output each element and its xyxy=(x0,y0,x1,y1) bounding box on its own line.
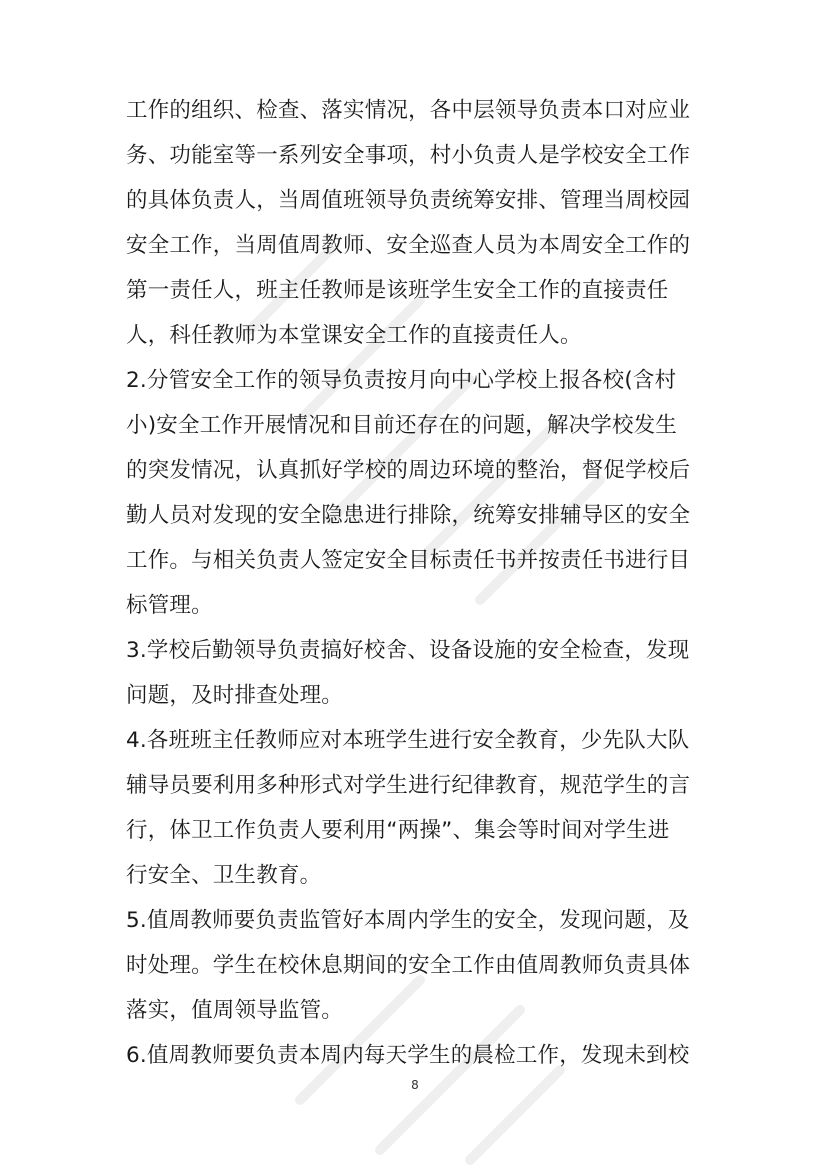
text-line: 行，体卫工作负责人要利用“两操”、集会等时间对学生进 xyxy=(126,818,670,843)
text-line: 勤人员对发现的安全隐患进行排除，统筹安排辅导区的安全 xyxy=(126,503,691,528)
text-line: 4.各班班主任教师应对本班学生进行安全教育，少先队大队 xyxy=(126,728,690,753)
text-line: 工作。与相关负责人签定安全目标责任书并按责任书进行目 xyxy=(126,548,691,573)
text-line: 小)安全工作开展情况和目前还存在的问题，解决学校发生 xyxy=(126,413,678,438)
body-text xyxy=(126,88,716,1078)
page-number: 8 xyxy=(411,1078,419,1092)
text-line: 2.分管安全工作的领导负责按月向中心学校上报各校(含村 xyxy=(126,368,677,393)
text-line: 标管理。 xyxy=(126,593,213,618)
text-line: 5.值周教师要负责监管好本周内学生的安全，发现问题，及 xyxy=(126,908,690,933)
text-line: 6.值周教师要负责本周内每天学生的晨检工作，发现未到校 xyxy=(126,1043,690,1068)
text-line: 时处理。学生在校休息期间的安全工作由值周教师负责具体 xyxy=(126,953,691,978)
text-line: 行安全、卫生教育。 xyxy=(126,863,322,888)
text-line: 人，科任教师为本堂课安全工作的直接责任人。 xyxy=(126,323,582,348)
text-line: 工作的组织、检查、落实情况，各中层领导负责本口对应业 xyxy=(126,98,691,123)
text-line: 3.学校后勤领导负责搞好校舍、设备设施的安全检查，发现 xyxy=(126,638,690,663)
text-line: 辅导员要利用多种形式对学生进行纪律教育，规范学生的言 xyxy=(126,773,691,798)
text-line: 安全工作，当周值周教师、安全巡查人员为本周安全工作的 xyxy=(126,233,691,258)
text-line: 的具体负责人，当周值班领导负责统筹安排、管理当周校园 xyxy=(126,188,691,213)
text-line: 落实，值周领导监管。 xyxy=(126,998,344,1023)
text-line: 的突发情况，认真抓好学校的周边环境的整治，督促学校后 xyxy=(126,458,691,483)
text-line: 务、功能室等一系列安全事项，村小负责人是学校安全工作 xyxy=(126,143,691,168)
text-line: 第一责任人，班主任教师是该班学生安全工作的直接责任 xyxy=(126,278,669,303)
text-line: 问题，及时排查处理。 xyxy=(126,683,344,708)
